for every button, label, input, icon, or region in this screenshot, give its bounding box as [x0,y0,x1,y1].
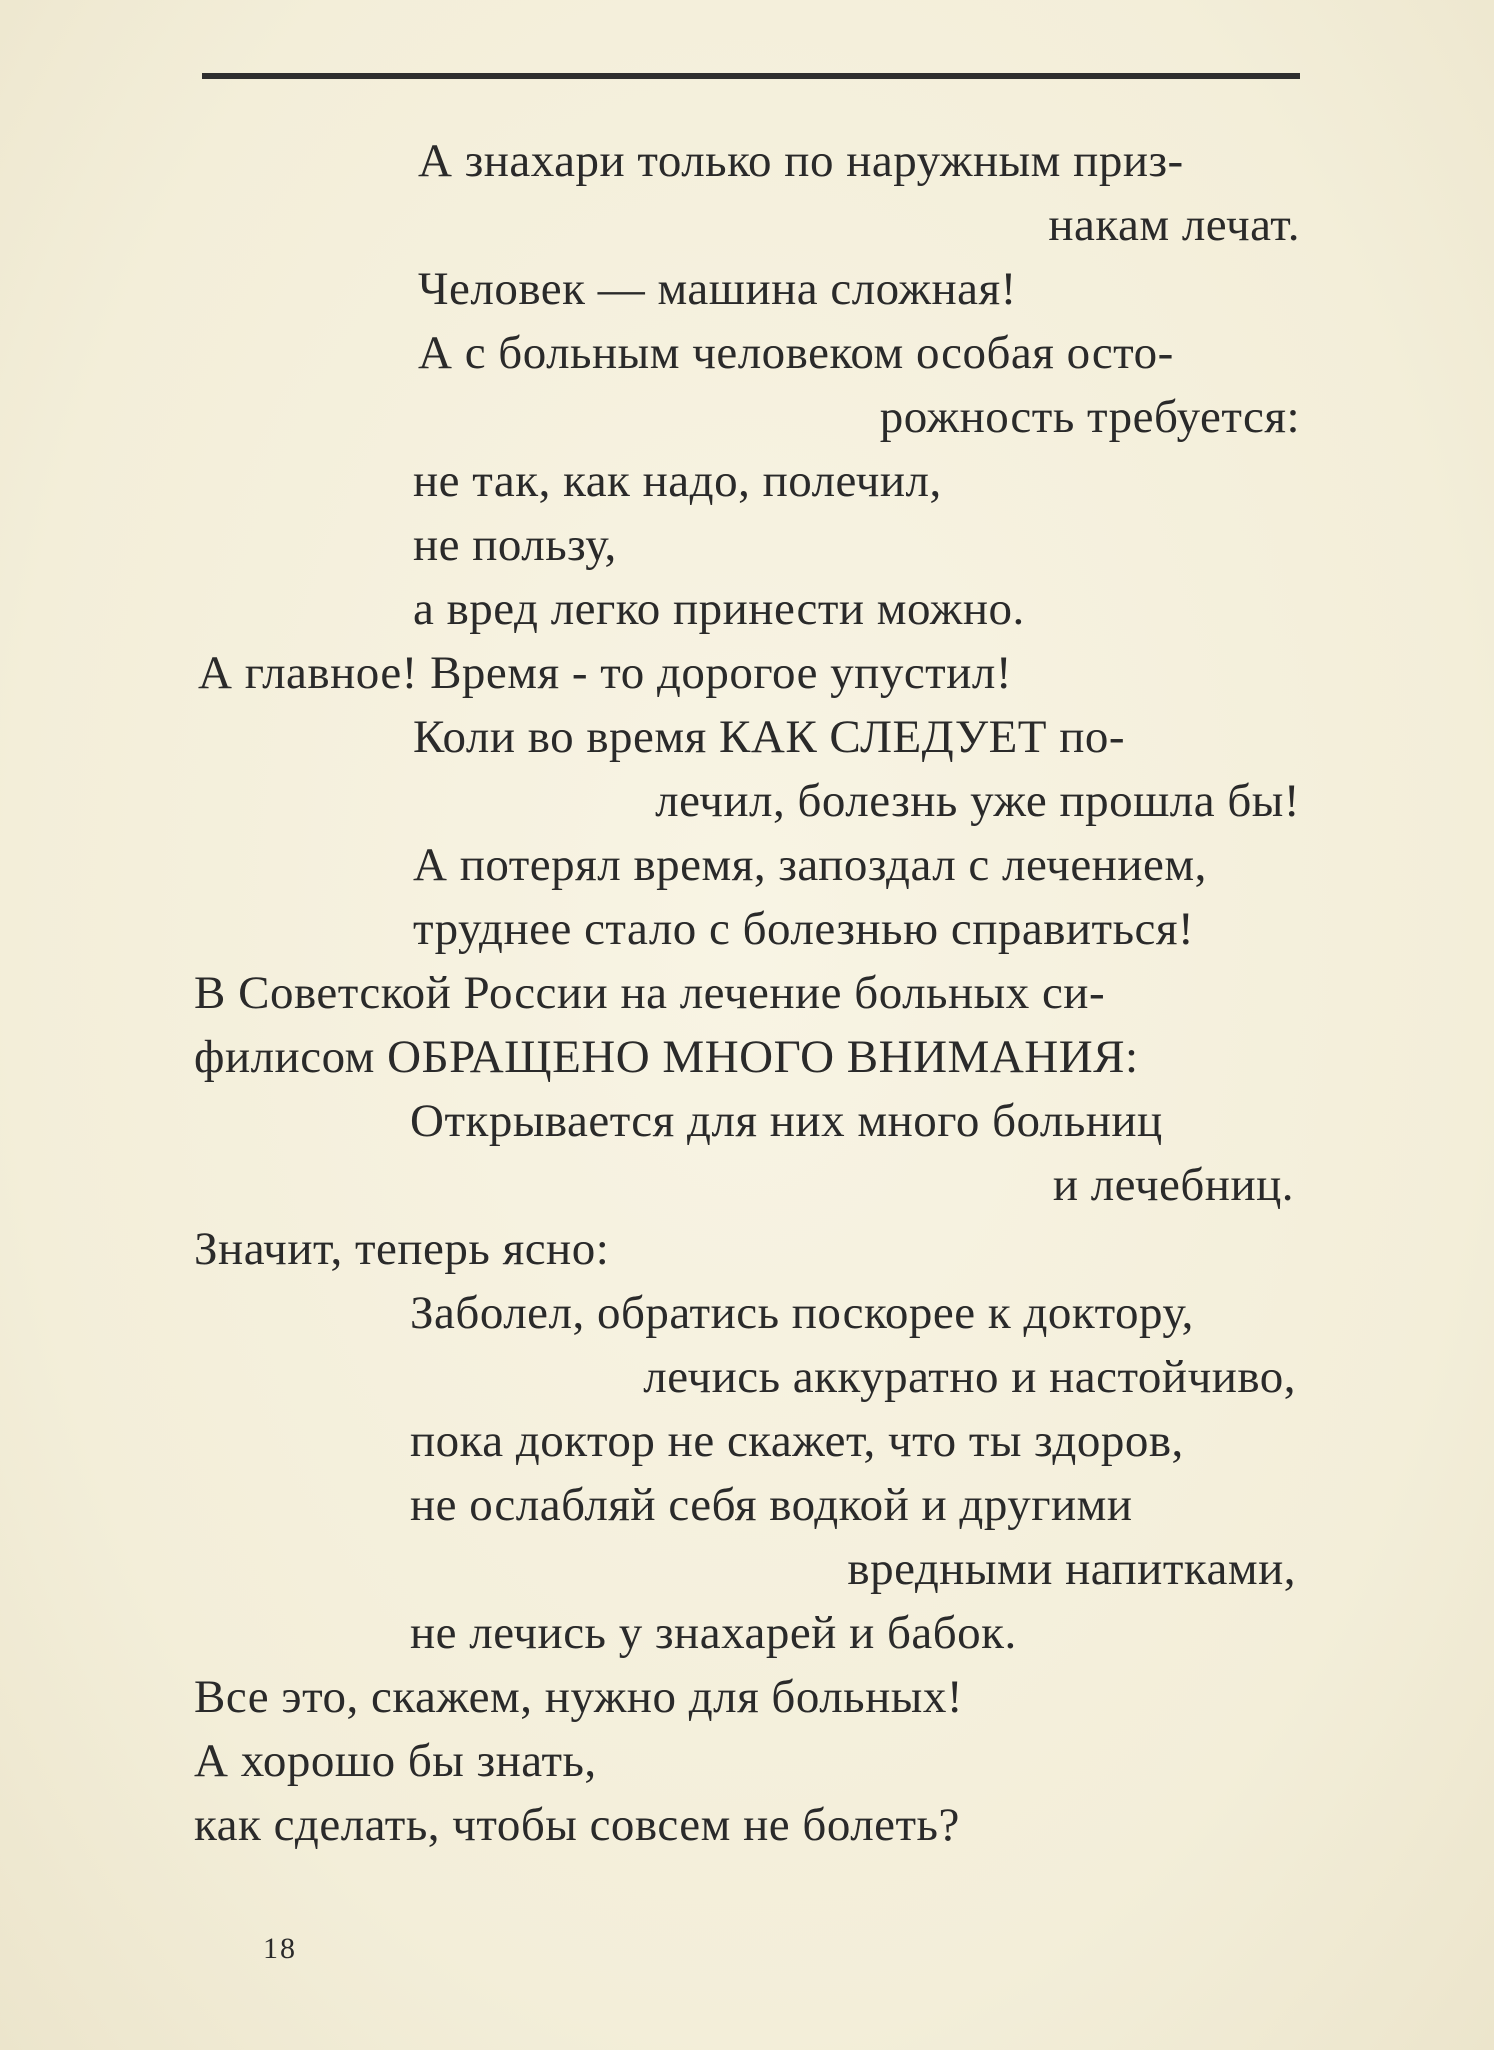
text-line: Человек — машина сложная! [418,263,1017,315]
text-line: В Советской России на лечение больных си- [194,967,1106,1019]
text-line: Значит, теперь ясно: [194,1223,610,1275]
text-line: Открывается для них много больниц [410,1095,1163,1147]
text-line: А главное! Время - то дорогое упустил! [198,647,1012,699]
text-line: не пользу, [413,519,617,571]
page-number: 18 [263,1932,297,1965]
text-line: пока доктор не скажет, что ты здоров, [410,1415,1184,1467]
text-line: А с больным человеком особая осто- [418,327,1174,379]
text-line: не ослабляй себя водкой и другими [410,1479,1133,1531]
text-line: не лечись у знахарей и бабок. [410,1607,1017,1659]
text-line: лечись аккуратно и настойчиво, [643,1351,1296,1403]
top-rule [202,73,1300,79]
text-line: филисом ОБРАЩЕНО МНОГО ВНИМАНИЯ: [194,1031,1139,1083]
text-line: а вред легко принести можно. [413,583,1025,635]
text-line: А потерял время, запоздал с лечением, [413,839,1207,891]
text-line: А знахари только по наружным приз- [418,135,1184,187]
text-line: Заболел, обратись поскорее к доктору, [410,1287,1194,1339]
text-line: рожность требуется: [879,391,1300,443]
text-line: труднее стало с болезнью справиться! [413,903,1195,955]
text-line: лечил, болезнь уже прошла бы! [655,775,1300,827]
text-line: и лечебниц. [1052,1159,1294,1211]
text-line: Все это, скажем, нужно для больных! [194,1671,963,1723]
text-line: накам лечат. [1048,199,1300,251]
text-line: как сделать, чтобы совсем не болеть? [194,1799,960,1851]
text-line: Коли во время КАК СЛЕДУЕТ по- [413,711,1126,763]
text-line: не так, как надо, полечил, [413,455,942,507]
text-line: А хорошо бы знать, [194,1735,597,1787]
text-line: вредными напитками, [847,1543,1296,1595]
